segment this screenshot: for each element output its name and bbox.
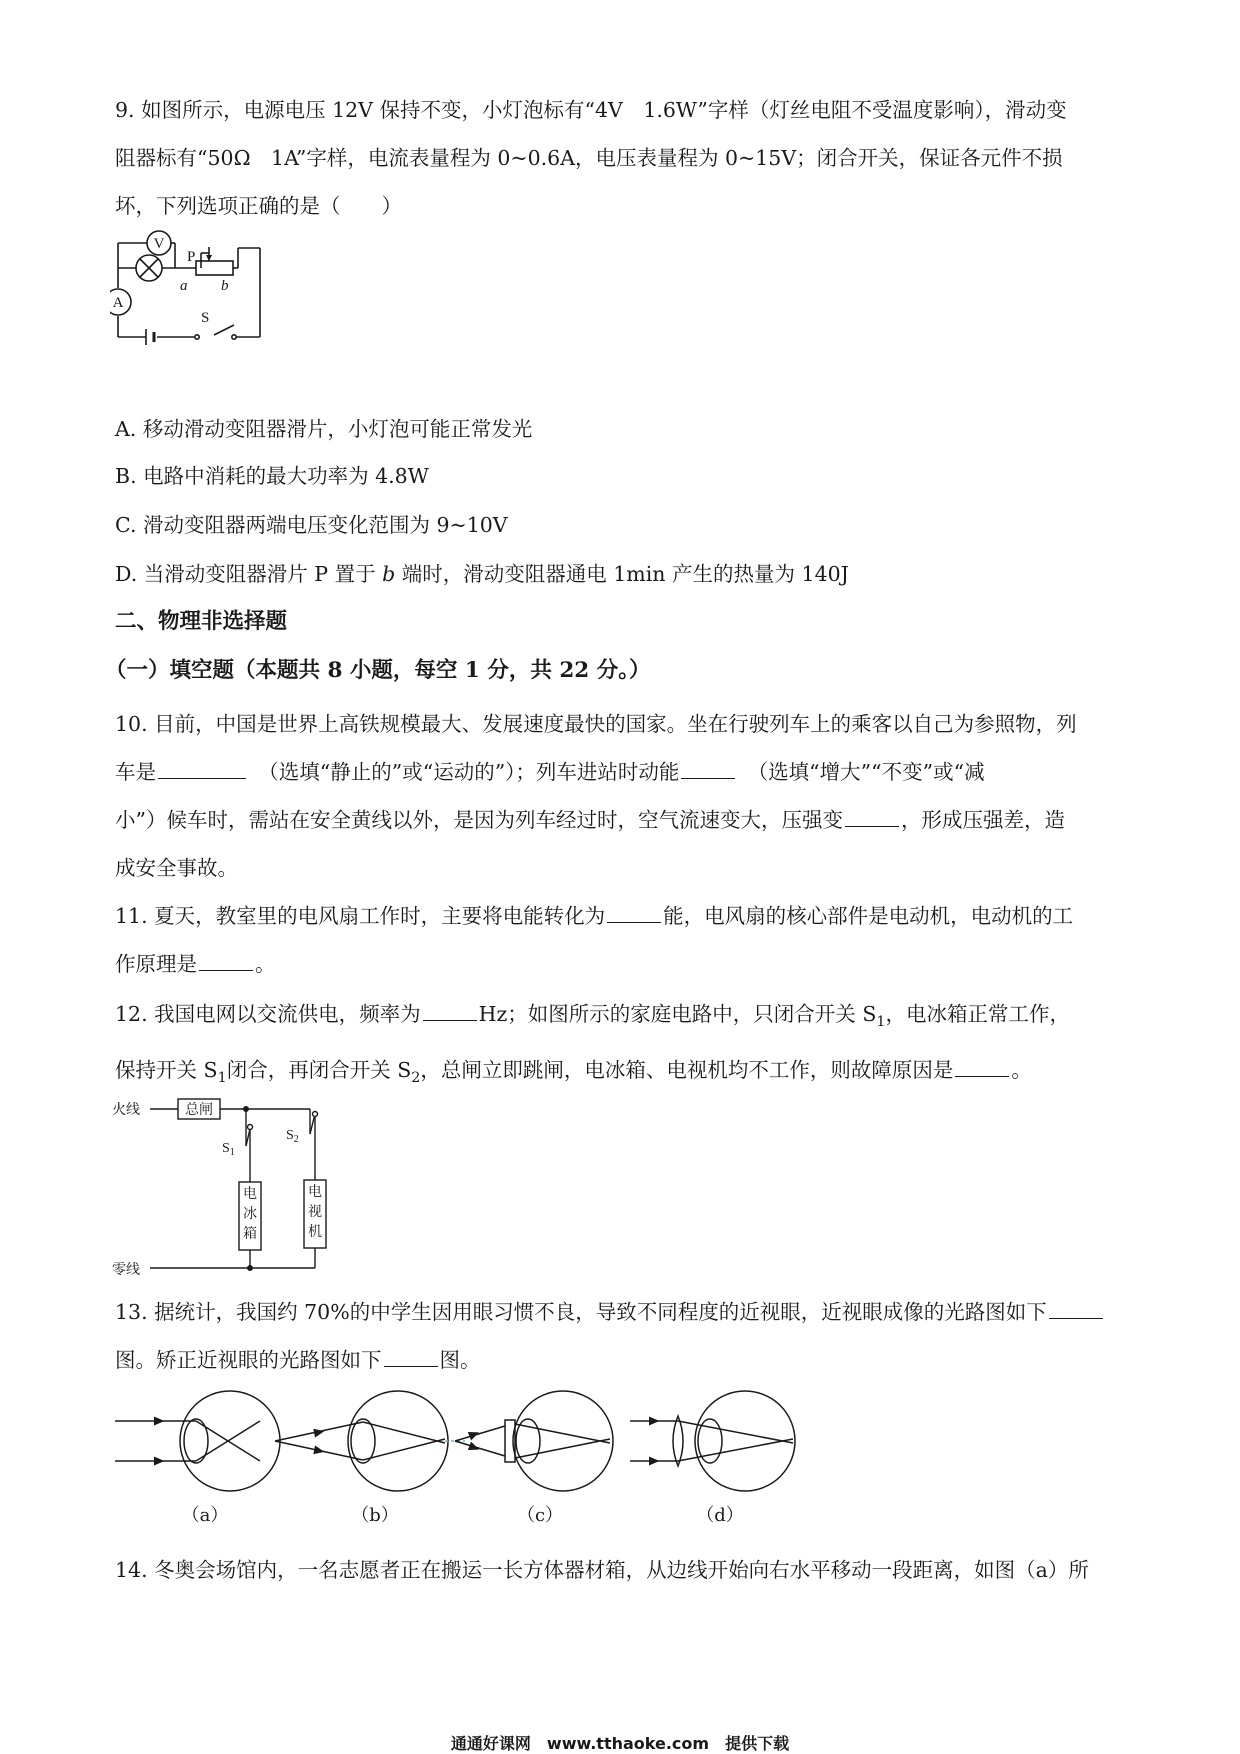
ammeter-label: A (112, 295, 124, 311)
q13-line-2: 图。矫正近视眼的光路图如下 图。 (115, 1336, 1130, 1384)
section-2-subtitle: （一）填空题（本题共 8 小题，每空 1 分，共 22 分。） (105, 658, 651, 683)
section-2-title: 二、物理非选择题 (115, 609, 288, 634)
q9-stem-line-1: 9. 如图所示，电源电压 12V 保持不变，小灯泡标有“4V 1.6W”字样（灯丝电阻不受温度影响），滑动变 (115, 98, 1067, 122)
fridge-label-1: 电 (243, 1186, 257, 1202)
s2-label: $S_2$ (286, 1128, 299, 1145)
q13-text (115, 1288, 1130, 1384)
fridge-label-2: 冰 (243, 1206, 257, 1222)
eye-label-a: （a） (181, 1505, 229, 1526)
q9-stem (115, 86, 1130, 230)
slider-p-label: P (187, 249, 196, 265)
voltmeter-label: V (153, 236, 165, 252)
neutral-wire-label: 零线 (112, 1262, 140, 1278)
tv-label-2: 视 (308, 1204, 322, 1220)
q10-blank-3[interactable] (845, 804, 899, 827)
q11-line-2: 作原理是 。 (115, 940, 1130, 988)
q13-blank-2[interactable] (384, 1344, 438, 1367)
q10-line-3: 小”）候车时，需站在安全黄线以外，是因为列车经过时，空气流速变大，压强变 ，形成压强差，造 (115, 796, 1130, 844)
live-wire-label: 火线 (112, 1102, 140, 1118)
q10-text (115, 700, 1130, 892)
q12-line-2: 保持开关 $S_1$闭合，再闭合开关 $S_2$，总闸立即跳闸，电冰箱、电视机均不工作，则故障原因是 。 (115, 1046, 1130, 1102)
q9-option-a: A. 移动滑动变阻器滑片，小灯泡可能正常发光 (115, 417, 533, 441)
q13-eye-optics-figure (110, 1388, 900, 1538)
q9-option-d: D. 当滑动变阻器滑片 P 置于 b 端时，滑动变阻器通电 1min 产生的热量为 140J (115, 562, 849, 586)
q9-circuit-diagram (110, 225, 290, 383)
q12-blank-1[interactable] (423, 998, 477, 1021)
eye-label-c: （c） (516, 1505, 564, 1526)
q12-household-circuit (110, 1092, 350, 1278)
tv-label-3: 机 (308, 1224, 322, 1240)
eye-label-d: （d） (696, 1505, 744, 1526)
tv-label-1: 电 (308, 1184, 322, 1200)
end-a-label: a (180, 278, 188, 294)
q9-option-c: C. 滑动变阻器两端电压变化范围为 9~10V (115, 513, 508, 537)
q10-line-1: 10. 目前，中国是世界上高铁规模最大、发展速度最快的国家。坐在行驶列车上的乘客以自己为参照物，列 (115, 712, 1077, 736)
eye-diagram-b (275, 1391, 465, 1491)
q12-line-1: 12. 我国电网以交流供电，频率为 Hz；如图所示的家庭电路中，只闭合开关 $S_1$，电冰箱正常工作， (115, 990, 1130, 1046)
q10-line-2: 车是 （选填“静止的”或“运动的”）；列车进站时动能 （选填“增大”“不变”或“减 (115, 748, 1130, 796)
switch-s-label: S (201, 310, 210, 326)
page-footer: 通通好课网 www.tthaoke.com 提供下载 (450, 1734, 790, 1753)
q11-text (115, 892, 1130, 988)
q14-text (115, 1546, 1130, 1594)
q11-blank-2[interactable] (199, 948, 253, 971)
eye-label-b: （b） (351, 1505, 399, 1526)
q12-blank-2[interactable] (955, 1055, 1009, 1078)
eye-diagram-c (455, 1391, 613, 1491)
eye-diagram-d (630, 1391, 795, 1491)
end-b-label: b (221, 278, 229, 294)
q14-line-1: 14. 冬奥会场馆内，一名志愿者正在搬运一长方体器材箱，从边线开始向右水平移动一段距离，如图（a）所 (115, 1558, 1089, 1582)
main-switch-label: 总闸 (185, 1102, 213, 1118)
q13-line-1: 13. 据统计，我国约 70%的中学生因用眼习惯不良，导致不同程度的近视眼，近视眼成像的光路图如下 (115, 1288, 1130, 1336)
eye-diagram-a (115, 1391, 280, 1491)
q11-line-1: 11. 夏天，教室里的电风扇工作时，主要将电能转化为 能，电风扇的核心部件是电动机，电动机的工 (115, 892, 1130, 940)
q9-option-b: B. 电路中消耗的最大功率为 4.8W (115, 464, 429, 488)
q13-blank-1[interactable] (1049, 1296, 1103, 1319)
q12-text (115, 990, 1130, 1102)
q11-blank-1[interactable] (607, 900, 661, 923)
q10-line-4: 成安全事故。 (115, 856, 238, 880)
fridge-label-3: 箱 (243, 1226, 257, 1242)
q10-blank-1[interactable] (158, 756, 246, 779)
s1-label: $S_1$ (222, 1141, 235, 1158)
q10-blank-2[interactable] (681, 756, 735, 779)
q9-stem-line-3: 坏，下列选项正确的是（ ） (115, 194, 402, 218)
q9-stem-line-2: 阻器标有“50Ω 1A”字样，电流表量程为 0~0.6A，电压表量程为 0~15V；闭合开关，保证各元件不损 (115, 146, 1063, 170)
